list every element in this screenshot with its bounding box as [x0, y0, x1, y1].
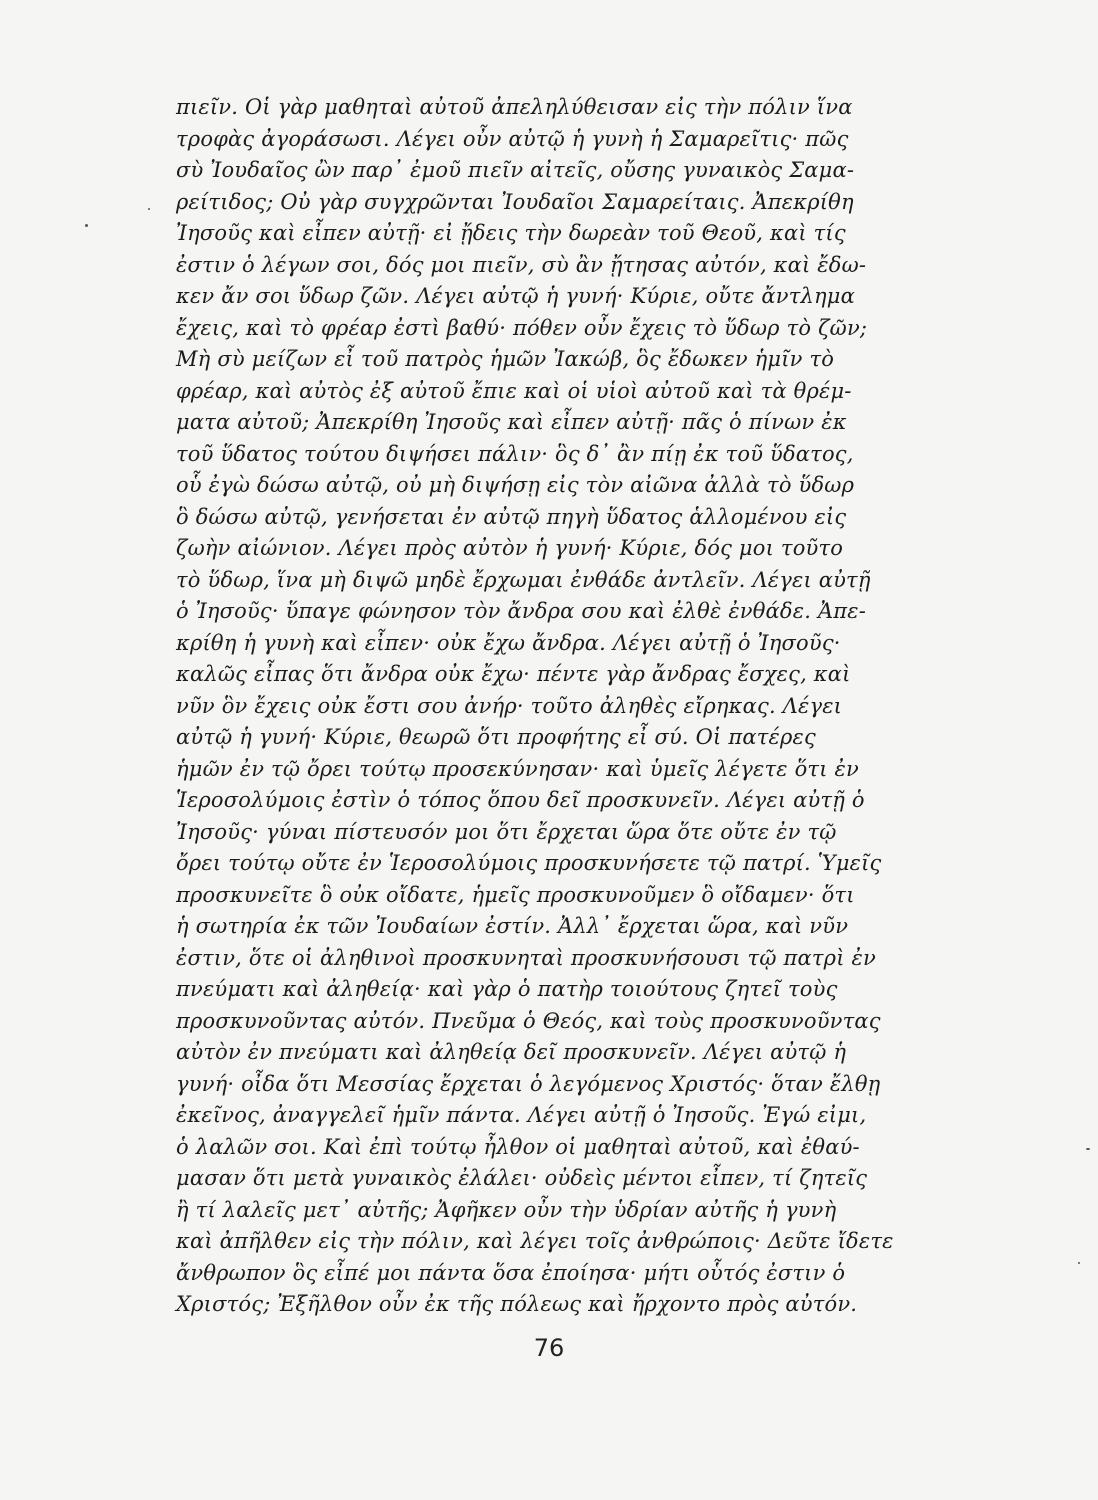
text-line: καλῶς εἶπας ὅτι ἄνδρα οὐκ ἔχω· πέντε γὰρ ἄνδρας ἔσχες, καὶ: [176, 662, 851, 687]
text-line: Μὴ σὺ μείζων εἶ τοῦ πατρὸς ἡμῶν Ἰακώβ, ὃς ἔδωκεν ἡμῖν τὸ: [176, 347, 835, 372]
text-line: ὁ λαλῶν σοι. Καὶ ἐπὶ τούτῳ ἦλθον οἱ μαθηταὶ αὐτοῦ, καὶ ἐθαύ-: [176, 1134, 860, 1160]
text-line: αὐτὸν ἐν πνεύματι καὶ ἀληθείᾳ δεῖ προσκυνεῖν. Λέγει αὐτῷ ἡ: [176, 1040, 847, 1065]
page-number: 76: [533, 1334, 565, 1362]
text-line: ἡμῶν ἐν τῷ ὄρει τούτῳ προσεκύνησαν· καὶ ὑμεῖς λέγετε ὅτι ἐν: [176, 756, 859, 782]
text-line: ὁ Ἰησοῦς· ὕπαγε φώνησον τὸν ἄνδρα σου καὶ ἐλθὲ ἐνθάδε. Ἀπε-: [176, 599, 867, 624]
text-line: νῦν ὃν ἔχεις οὐκ ἔστι σου ἀνήρ· τοῦτο ἀληθὲς εἴρηκας. Λέγει: [176, 693, 843, 719]
text-line: ζωὴν αἰώνιον. Λέγει πρὸς αὐτὸν ἡ γυνή· Κύριε, δός μοι τοῦτο: [176, 536, 844, 561]
text-line: ἐστιν ὁ λέγων σοι, δός μοι πιεῖν, σὺ ἂν ᾔτησας αὐτόν, καὶ ἔδω-: [176, 252, 867, 278]
text-line: τὸ ὕδωρ, ἵνα μὴ διψῶ μηδὲ ἔρχωμαι ἐνθάδε ἀντλεῖν. Λέγει αὐτῇ: [176, 567, 871, 593]
text-line: ἡ σωτηρία ἐκ τῶν Ἰουδαίων ἐστίν. Ἀλλ᾽ ἔρχεται ὥρα, καὶ νῦν: [176, 914, 849, 939]
body-text: [176, 92, 1098, 1321]
text-line: Ἱεροσολύμοις ἐστὶν ὁ τόπος ὅπου δεῖ προσκυνεῖν. Λέγει αὐτῇ ὁ: [176, 788, 865, 813]
text-line: ἐκεῖνος, ἀναγγελεῖ ἡμῖν πάντα. Λέγει αὐτῇ ὁ Ἰησοῦς. Ἐγώ εἰμι,: [176, 1103, 867, 1128]
text-line: πιεῖν. Οἱ γὰρ μαθηταὶ αὐτοῦ ἀπεληλύθεισαν εἰς τὴν πόλιν ἵνα: [176, 95, 853, 120]
text-line: ἔχεις, καὶ τὸ φρέαρ ἐστὶ βαθύ· πόθεν οὖν ἔχεις τὸ ὕδωρ τὸ ζῶν;: [176, 315, 868, 341]
text-line: προσκυνεῖτε ὃ οὐκ οἴδατε, ἡμεῖς προσκυνοῦμεν ὃ οἴδαμεν· ὅτι: [176, 882, 855, 908]
text-line: τροφὰς ἀγοράσωσι. Λέγει οὖν αὐτῷ ἡ γυνὴ ἡ Σαμαρεῖτις· πῶς: [176, 126, 849, 152]
text-line: ἄνθρωπον ὃς εἶπέ μοι πάντα ὅσα ἐποίησα· μήτι οὗτός ἐστιν ὁ: [176, 1260, 846, 1286]
text-line: σὺ Ἰουδαῖος ὢν παρ᾽ ἐμοῦ πιεῖν αἰτεῖς, οὔσης γυναικὸς Σαμα-: [176, 158, 855, 183]
text-line: οὗ ἐγὼ δώσω αὐτῷ, οὐ μὴ διψήσῃ εἰς τὸν αἰῶνα ἀλλὰ τὸ ὕδωρ: [176, 473, 855, 498]
scan-speck: [148, 208, 150, 210]
scan-speck: [1078, 1262, 1080, 1264]
text-line: Χριστός; Ἐξῆλθον οὖν ἐκ τῆς πόλεως καὶ ἤρχοντο πρὸς αὐτόν.: [176, 1292, 858, 1317]
text-line: μασαν ὅτι μετὰ γυναικὸς ἐλάλει· οὐδεὶς μέντοι εἶπεν, τί ζητεῖς: [176, 1166, 868, 1191]
text-line: ἐστιν, ὅτε οἱ ἀληθινοὶ προσκυνηταὶ προσκυνήσουσι τῷ πατρὶ ἐν: [176, 945, 876, 971]
text-line: τοῦ ὕδατος τούτου διψήσει πάλιν· ὃς δ᾽ ἂν πίῃ ἐκ τοῦ ὕδατος,: [176, 441, 854, 467]
text-line: κεν ἄν σοι ὕδωρ ζῶν. Λέγει αὐτῷ ἡ γυνή· Κύριε, οὔτε ἄντλημα: [176, 284, 855, 309]
text-line: Ἰησοῦς· γύναι πίστευσόν μοι ὅτι ἔρχεται ὥρα ὅτε οὔτε ἐν τῷ: [176, 819, 837, 845]
scan-speck: [1086, 1148, 1090, 1150]
text-line: καὶ ἀπῆλθεν εἰς τὴν πόλιν, καὶ λέγει τοῖς ἀνθρώποις· Δεῦτε ἴδετε: [176, 1229, 894, 1254]
text-line: ἢ τί λαλεῖς μετ᾽ αὐτῆς; Ἀφῆκεν οὖν τὴν ὑδρίαν αὐτῆς ἡ γυνὴ: [176, 1197, 837, 1223]
text-line: γυνή· οἶδα ὅτι Μεσσίας ἔρχεται ὁ λεγόμενος Χριστός· ὅταν ἔλθῃ: [176, 1071, 881, 1097]
text-line: πνεύματι καὶ ἀληθείᾳ· καὶ γὰρ ὁ πατὴρ τοιούτους ζητεῖ τοὺς: [176, 977, 838, 1002]
text-line: ματα αὐτοῦ; Ἀπεκρίθη Ἰησοῦς καὶ εἶπεν αὐτῇ· πᾶς ὁ πίνων ἐκ: [176, 410, 847, 435]
text-line: ρείτιδος; Οὐ γὰρ συγχρῶνται Ἰουδαῖοι Σαμαρείταις. Ἀπεκρίθη: [176, 189, 854, 215]
text-line: αὐτῷ ἡ γυνή· Κύριε, θεωρῶ ὅτι προφήτης εἶ σύ. Οἱ πατέρες: [176, 725, 816, 750]
text-line: ὄρει τούτῳ οὔτε ἐν Ἱεροσολύμοις προσκυνήσετε τῷ πατρί. Ὑμεῖς: [176, 851, 882, 876]
text-line: φρέαρ, καὶ αὐτὸς ἐξ αὐτοῦ ἔπιε καὶ οἱ υἱοὶ αὐτοῦ καὶ τὰ θρέμ-: [176, 378, 852, 404]
text-line: Ἰησοῦς καὶ εἶπεν αὐτῇ· εἰ ᾔδεις τὴν δωρεὰν τοῦ Θεοῦ, καὶ τίς: [176, 221, 846, 246]
text-line: ὃ δώσω αὐτῷ, γενήσεται ἐν αὐτῷ πηγὴ ὕδατος ἁλλομένου εἰς: [176, 504, 847, 530]
text-line: κρίθη ἡ γυνὴ καὶ εἶπεν· οὐκ ἔχω ἄνδρα. Λέγει αὐτῇ ὁ Ἰησοῦς·: [176, 630, 841, 656]
scan-speck: [85, 224, 88, 227]
text-line: προσκυνοῦντας αὐτόν. Πνεῦμα ὁ Θεός, καὶ τοὺς προσκυνοῦντας: [176, 1008, 881, 1034]
